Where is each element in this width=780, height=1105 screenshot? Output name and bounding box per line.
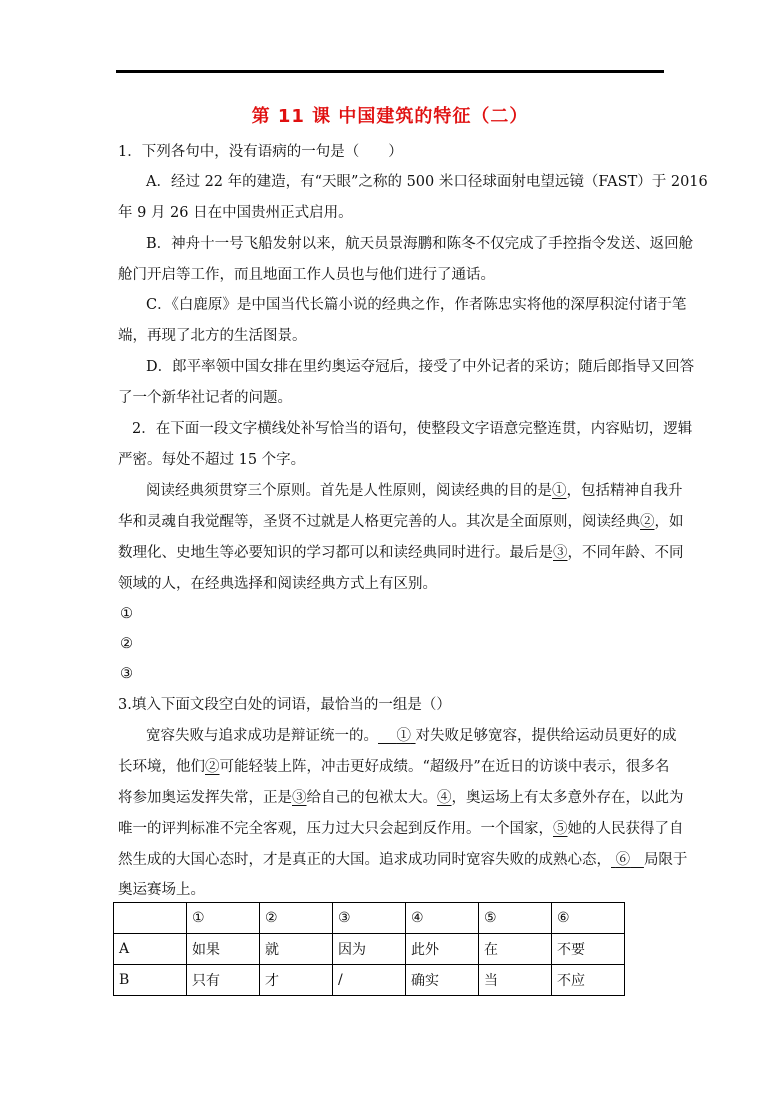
table-cell: ② — [260, 903, 333, 934]
q2-text: ，不同年龄、不同 — [567, 545, 684, 561]
table-cell: 才 — [260, 965, 333, 996]
q1-stem: 1．下列各句中，没有语病的一句是（ ） — [118, 144, 403, 160]
q2-text: 华和灵魂自我觉醒等，圣贤不过就是人格更完善的人。其次是全面原则，阅读经典 — [118, 514, 640, 530]
table-cell: / — [333, 965, 406, 996]
q1-option-b-line1: B．神舟十一号飞船发射以来，航天员景海鹏和陈冬不仅完成了手控指令发送、返回舱 — [146, 236, 694, 252]
q3-text: 局限于 — [643, 852, 688, 868]
table-cell: ① — [187, 903, 260, 934]
q1-option-a-line1: A．经过 22 年的建造，有“天眼”之称的 500 米口径球面射电望远镜（FAST）于 2016 — [146, 174, 708, 190]
q3-text: 她的人民获得了自 — [567, 821, 684, 837]
q3-blank-5: ⑤ — [553, 821, 568, 837]
table-row — [114, 965, 625, 996]
q2-text: 数理化、史地生等必要知识的学习都可以和读经典同时进行。最后是 — [118, 545, 553, 561]
table-cell: 只有 — [187, 965, 260, 996]
table-cell: 此外 — [406, 934, 479, 965]
table-cell — [114, 903, 187, 934]
table-cell: 就 — [260, 934, 333, 965]
q2-passage-line3 — [118, 543, 684, 563]
header-rule — [116, 70, 664, 73]
q2-stem-line2: 严密。每处不超过 15 个字。 — [118, 452, 306, 468]
q2-passage-line2 — [118, 512, 684, 532]
q2-passage-line4: 领域的人，在经典选择和阅读经典方式上有区别。 — [118, 576, 437, 592]
table-row — [114, 934, 625, 965]
q2-blank-2: ② — [640, 514, 655, 530]
q2-passage-line1 — [146, 481, 683, 501]
q1-option-b-line2: 舱门开启等工作，而且地面工作人员也与他们进行了通话。 — [118, 267, 495, 283]
table-cell: 因为 — [333, 934, 406, 965]
q2-blank-1: ① — [552, 483, 567, 499]
table-cell: 不应 — [552, 965, 625, 996]
q3-text: 将参加奥运发挥失常，正是 — [118, 790, 292, 806]
q3-blank-3: ③ — [292, 790, 307, 806]
q1-option-d-line2: 了一个新华社记者的问题。 — [118, 390, 292, 406]
q3-passage-line1 — [146, 726, 677, 746]
q2-answer-3: ③ — [120, 666, 133, 682]
table-cell: ③ — [333, 903, 406, 934]
q3-blank-4: ④ — [437, 790, 452, 806]
q2-answer-2: ② — [120, 636, 133, 652]
table-cell: 当 — [479, 965, 552, 996]
table-cell: 确实 — [406, 965, 479, 996]
q1-option-c-line2: 端，再现了北方的生活图景。 — [118, 328, 307, 344]
q3-text: 宽容失败与追求成功是辩证统一的。 — [146, 728, 378, 744]
q3-text: 唯一的评判标准不完全客观，压力过大只会起到反作用。一个国家， — [118, 821, 553, 837]
q1-option-c-line1: C．《白鹿原》是中国当代长篇小说的经典之作，作者陈忠实将他的深厚积淀付诸于笔 — [146, 297, 687, 313]
q2-blank-3: ③ — [553, 545, 568, 561]
q3-answer-table — [113, 902, 625, 996]
q1-option-d-line1: D．郎平率领中国女排在里约奥运夺冠后，接受了中外记者的采访；随后郎指导又回答 — [146, 359, 695, 375]
q3-passage-line6: 奥运赛场上。 — [118, 882, 205, 898]
q3-stem: 3.填入下面文段空白处的词语，最恰当的一组是（） — [118, 697, 451, 713]
q3-blank-1 — [378, 728, 416, 744]
q2-text: ，包括精神自我升 — [566, 483, 683, 499]
q3-blank-number: ⑥ — [615, 852, 631, 868]
page-title: 第 11 课 中国建筑的特征（二） — [251, 106, 529, 127]
q3-text: 可能轻装上阵，冲击更好成绩。“超级丹”在近日的访谈中表示，很多名 — [219, 759, 670, 775]
table-cell: ⑥ — [552, 903, 625, 934]
q3-text: ，奥运场上有太多意外存在，以此为 — [451, 790, 684, 806]
q3-passage-line4 — [118, 819, 684, 839]
q3-blank-2: ② — [205, 759, 220, 775]
q3-passage-line3 — [118, 788, 684, 808]
q3-text: 然生成的大国心态时，才是真正的大国。追求成功同时宽容失败的成熟心态， — [118, 852, 611, 868]
table-header-row — [114, 903, 625, 934]
q3-text: 对失败足够宽容，提供给运动员更好的成 — [415, 728, 677, 744]
table-cell: 不要 — [552, 934, 625, 965]
table-cell: 在 — [479, 934, 552, 965]
q3-passage-line5 — [118, 850, 687, 870]
q2-text: ，如 — [654, 514, 684, 530]
q3-passage-line2 — [118, 757, 669, 777]
q2-stem-line1: 2．在下面一段文字横线处补写恰当的语句，使整段文字语意完整连贯，内容贴切，逻辑 — [132, 421, 693, 437]
table-cell: ④ — [406, 903, 479, 934]
q2-text: 阅读经典须贯穿三个原则。首先是人性原则，阅读经典的目的是 — [146, 483, 552, 499]
table-cell: A — [114, 934, 187, 965]
q1-option-a-line2: 年 9 月 26 日在中国贵州正式启用。 — [118, 205, 353, 221]
q3-text: 给自己的包袱太大。 — [306, 790, 437, 806]
q3-blank-number: ① — [396, 728, 411, 744]
table-cell: B — [114, 965, 187, 996]
q3-blank-6 — [611, 852, 644, 868]
table-cell: 如果 — [187, 934, 260, 965]
q3-text: 长环境，他们 — [118, 759, 205, 775]
q2-answer-1: ① — [120, 606, 133, 622]
table-cell: ⑤ — [479, 903, 552, 934]
